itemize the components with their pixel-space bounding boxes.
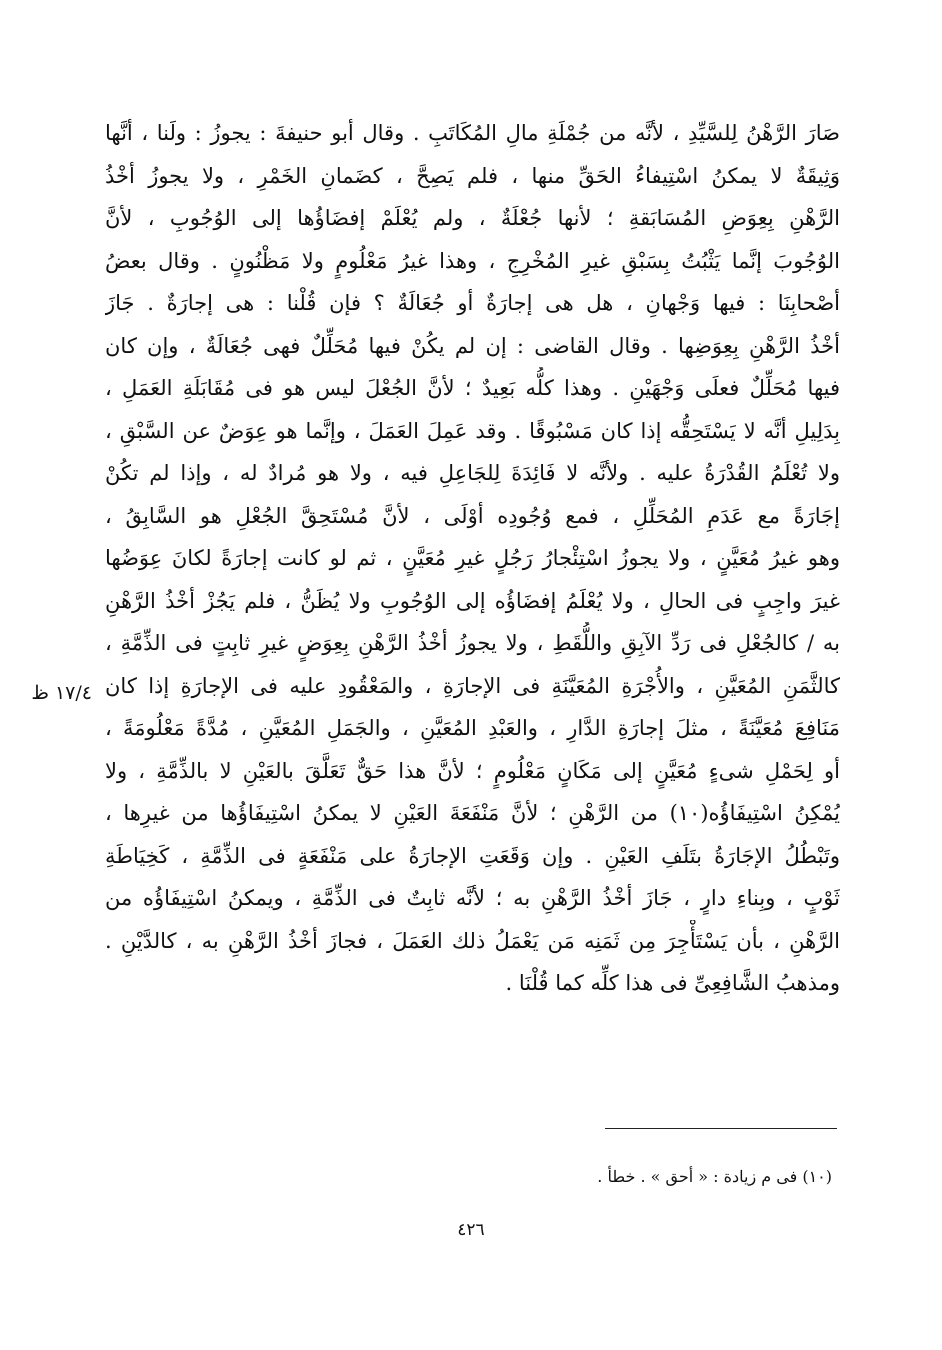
text-line: إجَارَةً مع عَدَمِ المُحَلِّلِ ، فمع وُجُودِه أوْلَى ، لأنَّ مُسْتَحِقَّ الجُعْلِ هو السَّابِقُ ، [105,503,840,528]
text-line: وَثِيقَةٌ لا يمكنُ اسْتِيفاءُ الحَقِّ منها ، فلم يَصِحَّ ، كضَمانِ الخَمْرِ ، ولا يجوزُ أخْذُ [105,163,840,188]
text-line-last: ومذهبُ الشَّافِعِىِّ فى هذا كلِّه كما قُلْنَا . [505,971,840,995]
text-line: وهو غيرُ مُعَيَّنٍ ، ولا يجوزُ اسْتِئْجارُ رَجُلٍ غيرِ مُعَيَّنٍ ، ثم لو كانت إجارَةً لكانَ عِوَضُها [105,546,840,570]
text-line: بِدَلِيلِ أنَّه لا يَسْتَحِقُّه إذا كان مَسْبُوقًا . وقد عَمِلَ العَمَلَ ، وإنَّما هو عِوَضٌ عن السَّبْقِ ، [105,418,840,443]
text-line: أخْذُ الرَّهْنِ بِعِوَضِها . وقال القاضى : إن لم يكُنْ فيها مُحَلِّلٌ فهى جُعَالَةٌ ، وإن كان [105,333,840,358]
text-line: أصْحابِنَا : فيها وَجْهانِ ، هل هى إجارَةٌ أو جُعَالَةٌ ؟ فإن قُلْنا : هى إجارَةٌ . جَازَ [105,291,840,315]
text-line: مَنَافِعَ مُعَيَّنَةً ، مثلَ إجارَةِ الدَّارِ ، والعَبْدِ المُعَيَّنِ ، والجَمَلِ المُعَيَّنِ ، مُدَّةً مَعْلُومَةً ، [105,716,840,740]
footnote: (١٠) فى م زيادة : « أحق » . خطأ . [597,1167,832,1186]
text-line: به / كالجُعْلِ فى رَدِّ الآبِقِ واللُّقَطِ ، ولا يجوزُ أخْذُ الرَّهْنِ بِعِوَضٍ غيرِ ثابِتٍ فى الذِّمَّةِ ، [105,631,840,655]
text-line: الرَّهْنِ بِعِوَضِ المُسَابَقةِ ؛ لأنها جُعْلَةٌ ، ولم يُعْلَمْ إفضَاؤُها إلى الوُجُوبِ ، لأنَّ [105,206,840,230]
main-text-block [105,112,840,1005]
footnote-separator [605,1128,837,1129]
text-line: غيرَ واجِبٍ فى الحالِ ، ولا يُعْلَمُ إفضَاؤُه إلى الوُجُوبِ ولا يُظَنُّ ، فلم يَجُزْ أخْذُ الرَّهْنِ [105,588,840,613]
text-line: ثَوْبٍ ، وبِناءِ دارٍ ، جَازَ أخْذُ الرَّهْنِ به ؛ لأنَّه ثابِتٌ فى الذِّمَّةِ ، ويمكنُ اسْتِيفَاؤُه من [105,886,840,910]
text-line: وتَبْطُلُ الإجَارَةُ بتَلَفِ العَيْنِ . وإن وَقَعَتِ الإجارَةُ على مَنْفَعَةٍ فى الذِّمَّةِ ، كَخِيَاطَةِ [105,843,840,868]
text-line: فيها مُحَلِّلٌ فعلَى وَجْهَيْنِ . وهذا كلُّه بَعِيدٌ ؛ لأنَّ الجُعْلَ ليس هو فى مُقَابَلَةِ العَمَلِ ، [105,376,840,400]
page-number: ٤٢٦ [457,1220,485,1240]
manuscript-folio-note: ١٧/٤ ظ [31,682,92,704]
text-line: أو لِحَمْلِ شىءٍ مُعَيَّنٍ إلى مَكَانٍ مَعْلُومٍ ؛ لأنَّ هذا حَقٌّ تَعَلَّقَ بالعَيْنِ لا بالذِّمَّةِ ، ولا [105,758,840,783]
text-line: كالثَّمَنِ المُعَيَّنِ ، والأُجْرَةِ المُعَيَّنَةِ فى الإجارَةِ ، والمَعْقُودِ عليه فى الإجارَةِ إذا كان [105,673,840,698]
text-line: الرَّهْنِ ، بأن يَسْتَأْجِرَ مِن ثَمَنِه مَن يَعْمَلُ ذلك العَمَلَ ، فجازَ أخْذُ الرَّهْنِ به ، كالدَّيْنِ . [105,928,840,953]
text-line: صَارَ الرَّهْنُ لِلسَّيِّدِ ، لأنَّه من جُمْلَةِ مالِ المُكَاتَبِ . وقال أبو حنيفةَ : يجوزُ : ولَنا ، أنَّها [105,121,840,145]
text-line: الوُجُوبَ إنَّما يَثْبُتُ بِسَبْقِ غيرِ المُخْرِجِ ، وهذا غيرُ مَعْلُومٍ ولا مَظْنُونٍ . وقال بعضُ [105,248,840,273]
text-line: يُمْكِنُ اسْتِيفَاؤُه(١٠) من الرَّهْنِ ؛ لأنَّ مَنْفَعَةَ العَيْنِ لا يمكنُ اسْتِيفَاؤُها من غيرِها ، [105,801,840,825]
text-line: ولا تُعْلَمُ القُدْرَةُ عليه . ولأنَّه لا فَائِدَةَ لِلجَاعِلِ فيه ، ولا هو مُرادٌ له ، وإذا لم تكُنْ [105,461,840,485]
